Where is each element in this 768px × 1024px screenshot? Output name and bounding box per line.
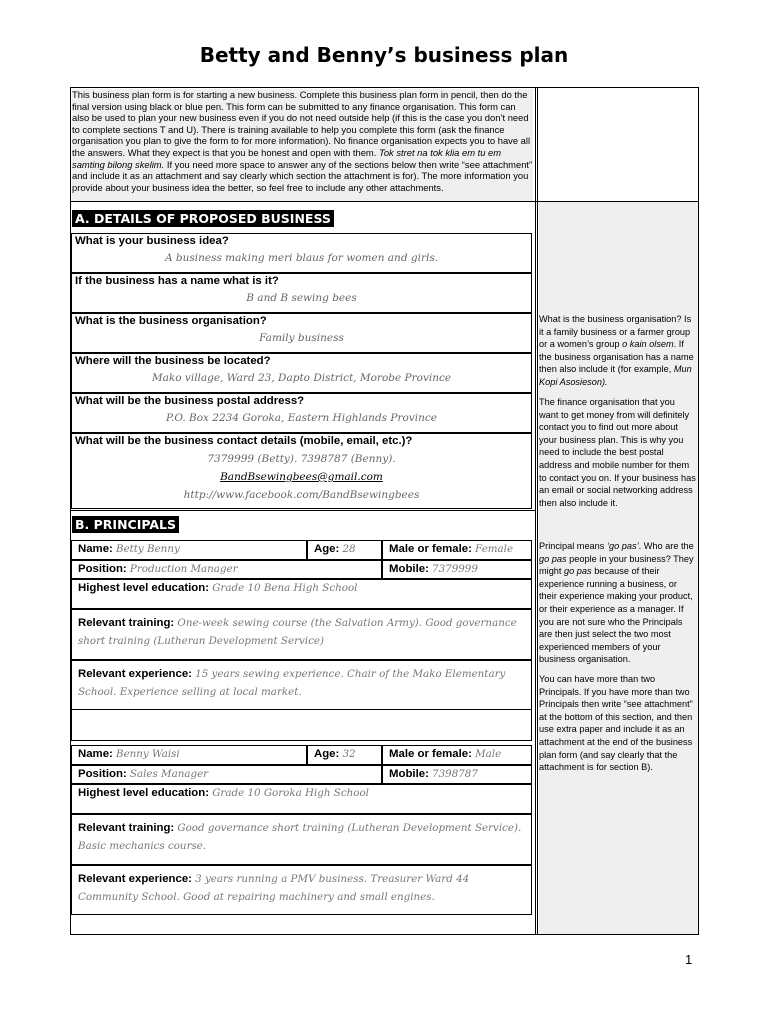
page-title: Betty and Benny’s business plan <box>199 43 569 67</box>
principal-2-experience-cell: Relevant experience: 3 years running a PMV business. Treasurer Ward 44 Community School. Good at repairing machinery and small engines. <box>71 865 532 915</box>
question-label: If the business has a name what is it? <box>75 275 279 287</box>
section-a-heading: A. DETAILS OF PROPOSED BUSINESS <box>72 210 334 227</box>
principal-1-name-cell: Name: Betty Benny <box>71 540 307 560</box>
principal-1-training-cell: Relevant training: One-week sewing course (the Salvation Army). Good governance short training (Lutheran Development Service) <box>71 609 532 660</box>
principal-1-gender-cell: Male or female: Female <box>382 540 532 560</box>
principal-age: 32 <box>342 748 356 760</box>
sidebar-note-finance: The finance organisation that you want to get money from will definitely contact you to find out more about your business plan. This is why you need to include the best postal address and mobile number for them to contact you on. If your business has an email or social networking address then also include it. <box>539 397 696 508</box>
principal-gender: Female <box>475 543 514 555</box>
principal-spacer <box>71 710 532 741</box>
question-label: What is your business idea? <box>75 235 229 247</box>
page-number: 1 <box>685 952 693 967</box>
principal-1-experience-cell: Relevant experience: 15 years sewing experience. Chair of the Mako Elementary School. Experience selling at local market. <box>71 660 532 710</box>
principal-position: Production Manager <box>129 563 238 575</box>
question-business-name <box>71 273 532 313</box>
question-label: What will be the business postal address? <box>75 395 305 407</box>
principal-training: Good governance short training (Lutheran Development Service). Basic mechanics course. <box>78 822 522 852</box>
question-business-organisation <box>71 313 532 353</box>
column-divider <box>535 87 538 935</box>
intro-divider <box>70 201 699 202</box>
question-label: What will be the business contact details (mobile, email, etc.)? <box>75 435 413 447</box>
principal-position: Sales Manager <box>129 768 209 780</box>
principal-experience: 15 years sewing experience. Chair of the Mako Elementary School. Experience selling at local market. <box>78 668 506 698</box>
answer-text: Mako village, Ward 23, Dapto District, Morobe Province <box>151 372 452 384</box>
contact-phones: 7379999 (Betty). 7398787 (Benny). <box>207 453 396 465</box>
sidebar-note-organisation: What is the business organisation? Is it a family business or a farmer group or a women’s group o kain olsem. If the business organisation has a name then also include it (for example, Mun Kopi Asosieson). <box>539 314 694 387</box>
intro-text: This business plan form is for starting a new business. Complete this business plan form in pencil, then do the final version using black or blue pen. This form can be submitted to any finance organisation. This form can also be used to plan your new business even if you do not need outside help (if this is the case you don’t need to complete sections T and U). There is training available to help you complete this form (ask the finance organisation you plan to give the form to for more information). No finance organisation expects you to have all the answers. What they expect is that you be honest and open with them. Tok stret na tok klia em tu em samting bilong skelim. If you need more space to answer any of the sections below then write “see attachment” and include it as an attachment and say clearly which section the attachment is for). The more information you provide about your business idea the better, so feel free to include any other attachments. <box>72 89 533 201</box>
principal-mobile: 7379999 <box>432 563 478 575</box>
sidebar-note-more-principals: You can have more than two Principals. If you have more than two Principals then write “see attachment” at the bottom of this section, and then use extra paper and include it as an attachment at the end of the business plan form (and say clearly that the attachment is for section B). <box>539 674 693 773</box>
principal-mobile: 7398787 <box>432 768 478 780</box>
principal-name: Betty Benny <box>116 543 180 555</box>
principal-2-name-cell: Name: Benny Waisi <box>71 745 307 765</box>
question-business-location <box>71 353 532 393</box>
question-label: What is the business organisation? <box>75 315 267 327</box>
principal-education: Grade 10 Bena High School <box>212 582 358 594</box>
section-b-heading: B. PRINCIPALS <box>72 516 179 533</box>
question-business-idea <box>71 233 532 273</box>
contact-web: http://www.facebook.com/BandBsewingbees <box>183 489 420 501</box>
answer-text: A business making meri blaus for women and girls. <box>164 252 439 264</box>
question-label: Where will the business be located? <box>75 355 271 367</box>
principal-experience: 3 years running a PMV business. Treasurer Ward 44 Community School. Good at repairing machinery and small engines. <box>78 873 470 903</box>
answer-text: B and B sewing bees <box>246 292 357 304</box>
principal-1-position-cell: Position: Production Manager <box>71 560 382 579</box>
principal-age: 28 <box>342 543 356 555</box>
principal-2-gender-cell: Male or female: Male <box>382 745 532 765</box>
question-contact-details <box>71 433 532 509</box>
principal-1-age-cell: Age: 28 <box>307 540 382 560</box>
principal-training: One-week sewing course (the Salvation Army). Good governance short training (Lutheran Development Service) <box>78 617 517 647</box>
question-postal-address <box>71 393 532 433</box>
principal-2-education-cell: Highest level education: Grade 10 Goroka High School <box>71 784 532 814</box>
answer-text: P.O. Box 2234 Goroka, Eastern Highlands Province <box>166 412 437 424</box>
principal-gender: Male <box>475 748 502 760</box>
principal-1-education-cell: Highest level education: Grade 10 Bena High School <box>71 579 532 609</box>
answer-text: Family business <box>259 332 344 344</box>
principal-name: Benny Waisi <box>116 748 180 760</box>
sidebar-note-principals: Principal means ‘go pas’. Who are the go pas people in your business? They might go pas because of their experience running a business, or their experience making your product, or their experience as a manager. If you are not sure who the Principals are then just select the two most experienced members of your business organisation. <box>539 541 694 665</box>
principal-2-position-cell: Position: Sales Manager <box>71 765 382 784</box>
section-divider <box>70 510 536 511</box>
principal-2-mobile-cell: Mobile: 7398787 <box>382 765 532 784</box>
principal-1-mobile-cell: Mobile: 7379999 <box>382 560 532 579</box>
contact-email-link[interactable]: BandBsewingbees@gmail.com <box>220 471 383 483</box>
principal-2-training-cell: Relevant training: Good governance short training (Lutheran Development Service). Basic mechanics course. <box>71 814 532 865</box>
principal-2-age-cell: Age: 32 <box>307 745 382 765</box>
principal-education: Grade 10 Goroka High School <box>212 787 369 799</box>
